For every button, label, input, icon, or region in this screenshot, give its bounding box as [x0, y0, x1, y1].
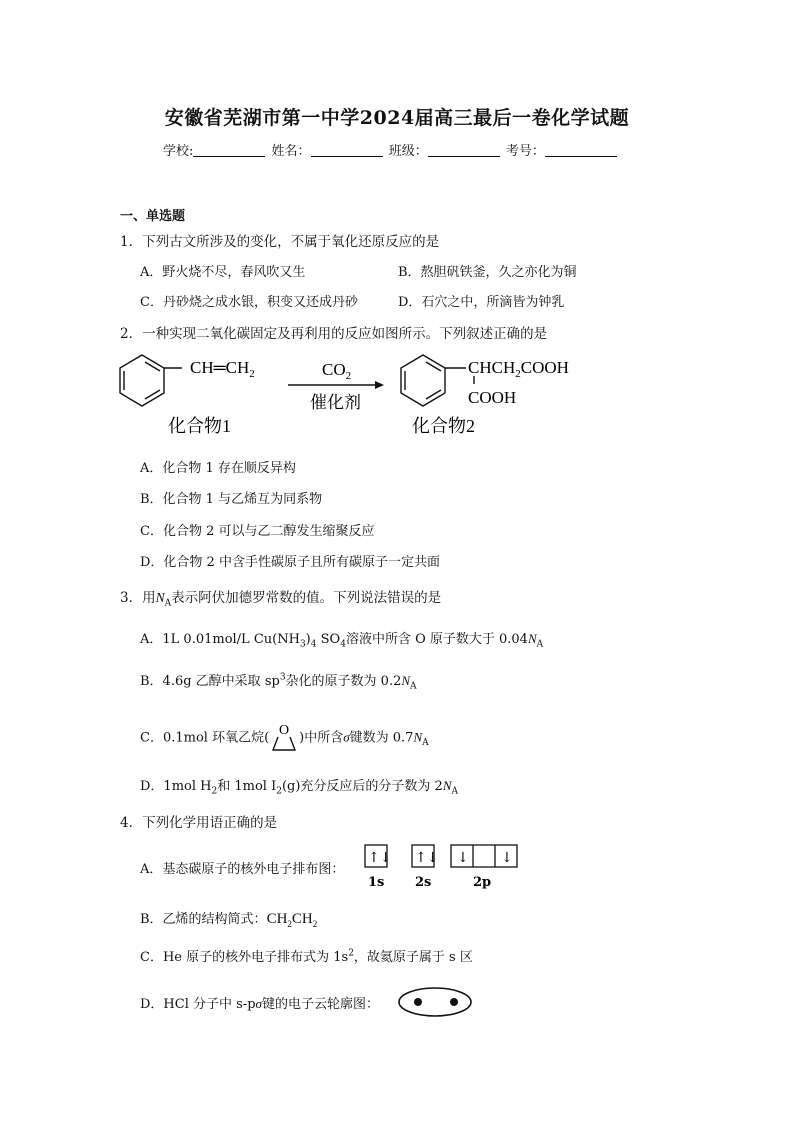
electron-cloud-diagram [396, 985, 474, 1019]
reaction-diagram [112, 350, 612, 450]
benzene-ring-2 [401, 355, 474, 406]
orbital-1s-electrons: ↑↓ [368, 850, 392, 866]
reagent-co2: $CO_2$ [322, 360, 352, 382]
q2-option-a: A．化合物 1 存在顺反异构 [140, 461, 296, 476]
svg-text:O: O [279, 723, 290, 738]
orbital-1s-label: 1s [368, 875, 385, 890]
school-blank [193, 144, 265, 157]
q3-option-b: B．4.6g 乙醇中采取 $sp^3$杂化的原子数为 $0.2N_A$ [140, 672, 417, 692]
class-blank [428, 144, 500, 157]
product-side-chain: $CHCH_2COOH$ [468, 358, 569, 380]
product-carboxyl-branch: COOH [468, 388, 517, 407]
q2-option-b: B．化合物 1 与乙烯互为同系物 [140, 492, 323, 507]
reactant-vinyl-group: $CH═CH_2$ [190, 358, 255, 380]
q3-option-c: C．0.1mol 环氧乙烷( O )中所含σ键数为 $0.7N_A$ [140, 722, 429, 754]
orbital-2s-electrons: ↑↓ [415, 850, 439, 866]
orbital-2p-electron-1: ↓ [457, 850, 469, 866]
q1-option-a: A．野火烧不尽，春风吹又生 [140, 265, 306, 280]
q1-stem: 1．下列古文所涉及的变化，不属于氧化还原反应的是 [120, 234, 440, 250]
name-blank [311, 144, 383, 157]
compound-2-label: 化合物2 [412, 416, 475, 436]
orbital-2p-electron-3: ↓ [501, 850, 513, 866]
orbital-2s-label: 2s [415, 875, 432, 890]
catalyst-label: 催化剂 [310, 393, 361, 412]
name-label: 姓名： [271, 144, 311, 159]
q4-stem: 4．下列化学用语正确的是 [120, 815, 278, 831]
class-label: 班级： [388, 144, 428, 159]
q4-option-b: B．乙烯的结构简式：$CH_2CH_2$ [140, 911, 318, 929]
exam-no-label: 考号： [505, 144, 545, 159]
epoxide-ring-icon [269, 722, 299, 754]
orbital-diagram [363, 843, 523, 893]
school-label: 学校: [163, 144, 194, 159]
q1-option-d: D．石穴之中，所滴皆为钟乳 [398, 295, 565, 310]
q3-option-d: D．1mol $H_2$和 1mol $I_2(g)$充分反应后的分子数为 $2N_A$ [140, 778, 458, 797]
page-title: 安徽省芜湖市第一中学2024届高三最后一卷化学试题 [164, 107, 630, 129]
q4-option-a: A．基态碳原子的核外电子排布图： [140, 862, 345, 877]
q2-stem: 2．一种实现二氧化碳固定及再利用的反应如图所示。下列叙述正确的是 [120, 326, 548, 342]
orbital-2p-label: 2p [473, 875, 492, 890]
section-title: 一、单选题 [120, 209, 186, 224]
q1-option-b: B．熬胆矾铁釜，久之亦化为铜 [398, 265, 577, 280]
q3-option-a: A．1L 0.01mol/L $Cu(NH_3)_4$ $SO_4$溶液中所含 O 原子数大于 $0.04N_A$ [140, 631, 544, 650]
q4-option-d: D．HCl 分子中 s-pσ键的电子云轮廓图： [140, 996, 379, 1012]
exam-no-blank [545, 144, 617, 157]
q2-option-c: C．化合物 2 可以与乙二醇发生缩聚反应 [140, 524, 375, 539]
student-info-line [163, 140, 619, 159]
reaction-arrow-head [375, 381, 384, 389]
q2-option-d: D．化合物 2 中含手性碳原子且所有碳原子一定共面 [140, 555, 440, 570]
compound-1-label: 化合物1 [168, 416, 231, 436]
q4-option-c: C．He 原子的核外电子排布式为 $1s^2$，故氦原子属于 s 区 [140, 948, 473, 965]
benzene-ring-1 [120, 355, 182, 406]
q1-option-c: C．丹砂烧之成水银，积变又还成丹砂 [140, 295, 358, 310]
q3-stem: 3．用$N_A$表示阿伏加德罗常数的值。下列说法错误的是 [120, 590, 442, 609]
